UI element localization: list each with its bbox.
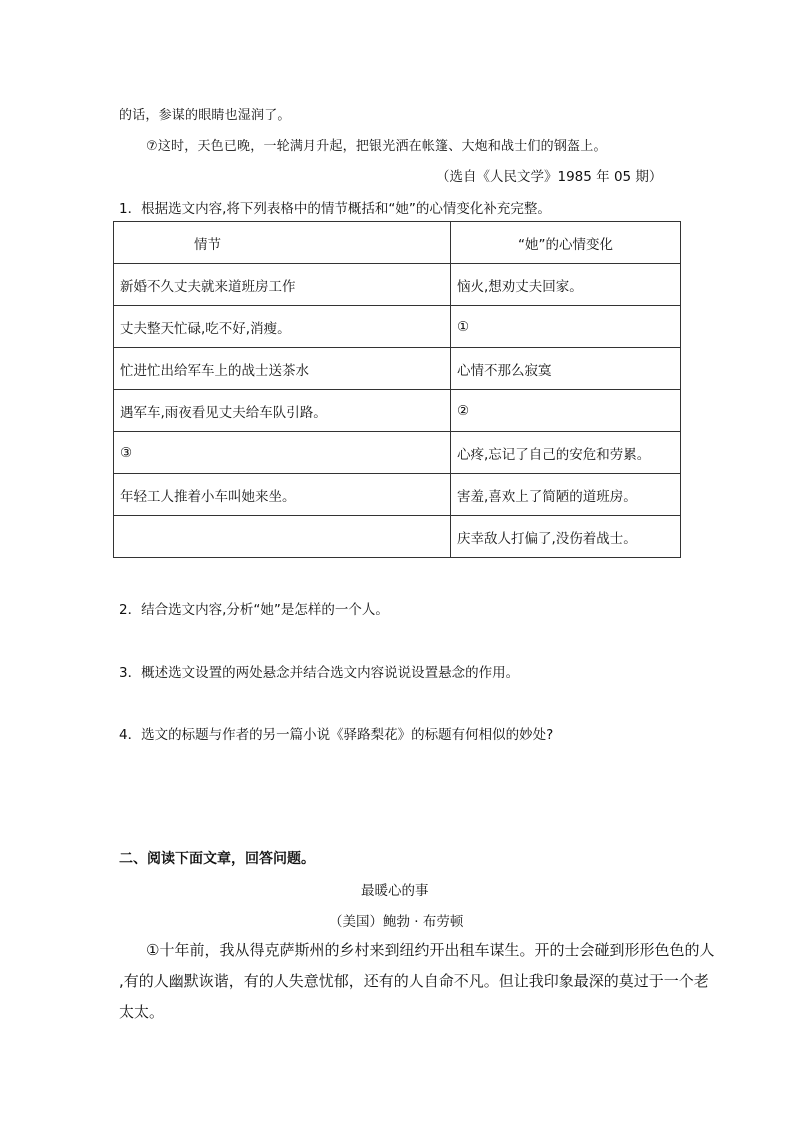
table-row [114,264,681,306]
article-para-line-1: ①十年前，我从得克萨斯州的乡村来到纽约开出租车谋生。开的士会碰到形形色色的人 [146,941,715,959]
table-row [114,306,681,348]
table-cell: ① [451,306,681,348]
table-row [114,432,681,474]
table-cell: 害羞,喜欢上了简陋的道班房。 [451,474,681,516]
article-para-line-2: ,有的人幽默诙谐，有的人失意忧郁，还有的人自命不凡。但让我印象最深的莫过于一个老 [119,972,709,990]
table-cell: 忙进忙出给军车上的战士送茶水 [114,348,451,390]
table-row [114,474,681,516]
table-cell [114,516,451,558]
table-cell: 新婚不久丈夫就来道班房工作 [114,264,451,306]
question-3: 3．概述选文设置的两处悬念并结合选文内容说说设置悬念的作用。 [119,665,520,681]
table-cell: 遇军车,雨夜看见丈夫给车队引路。 [114,390,451,432]
article-title: 最暖心的事 [361,883,429,899]
question-1: 1．根据选文内容,将下列表格中的情节概括和“她”的心情变化补充完整。 [119,201,551,217]
article-para-line-3: 太太。 [119,1003,165,1021]
question-4: 4．选文的标题与作者的另一篇小说《驿路梨花》的标题有何相似的妙处? [119,727,554,743]
passage-source: （选自《人民文学》1985 年 05 期） [436,169,663,185]
table-row [114,516,681,558]
table-row [114,348,681,390]
table-header-mood: “她”的心情变化 [451,222,681,264]
table-cell: 丈夫整天忙碌,吃不好,消瘦。 [114,306,451,348]
section-heading: 二、阅读下面文章，回答问题。 [119,851,315,867]
table-cell: 恼火,想劝丈夫回家。 [451,264,681,306]
table-cell: 心疼,忘记了自己的安危和劳累。 [451,432,681,474]
table-row [114,390,681,432]
question-2: 2．结合选文内容,分析“她”是怎样的一个人。 [119,602,389,618]
table-cell: ② [451,390,681,432]
passage-line-2: ⑦这时，天色已晚，一轮满月升起，把银光洒在帐篷、大炮和战士们的钢盔上。 [146,139,607,154]
table-header-row [114,222,681,264]
table-cell: 年轻工人推着小车叫她来坐。 [114,474,451,516]
table-cell: 心情不那么寂寞 [451,348,681,390]
passage-line-1: 的话，参谋的眼睛也湿润了。 [119,108,291,123]
table-cell: ③ [114,432,451,474]
article-author: （美国）鲍勃 · 布劳顿 [329,914,464,930]
table-header-plot: 情节 [114,222,451,264]
plot-mood-table [113,221,681,558]
table-cell: 庆幸敌人打偏了,没伤着战士。 [451,516,681,558]
